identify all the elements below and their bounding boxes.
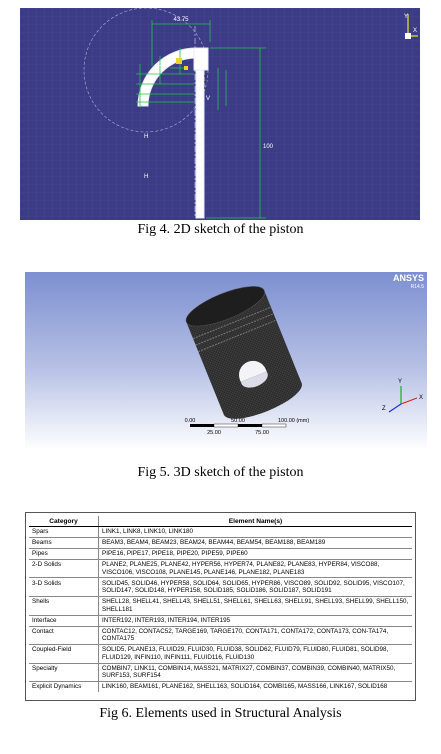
scale-label: 100.00 (mm) [278,418,310,424]
figure-6-table [25,512,416,701]
piston-mesh [181,278,306,426]
table-row [29,578,412,597]
axis-triad [382,379,423,412]
elements-table [29,516,412,692]
scale-bar [185,418,310,436]
element-names-cell: SOLID5, PLANE13, FLUID29, FLUID30, FLUID38, SOLID62, FLUID79, FLUID80, FLUID81, SOLID98, FLUID129, INFIN110, INFIN111, FLUID116, FLUID130 [99,645,413,664]
column-header-category: Category [29,516,99,527]
table-row [29,663,412,682]
scale-label: 50.00 [231,418,245,424]
table-row [29,548,412,559]
figure-5-mesh-view [25,272,427,450]
sketch-canvas [20,8,420,220]
element-names-cell: SOLID45, SOLID46, HYPER58, SOLID64, SOLID65, HYPER86, VISCO89, SOLID92, SOLID95, VISCO107, SOLID147, SOLID148, HYPER158, SOLID185, SOLID186, SOLID187, SOLID191 [99,578,413,597]
dimension-height: 100 [263,144,274,150]
sketch-marker [176,58,182,64]
category-cell: Shells [29,597,99,616]
constraint-label-v: V [206,96,211,102]
element-names-cell: PIPE16, PIPE17, PIPE18, PIPE20, PIPE59, PIPE60 [99,548,413,559]
mesh-canvas [25,272,427,450]
grid-background [20,8,420,220]
dimension-width: 43.75 [173,17,189,23]
element-names-cell: SHELL28, SHELL41, SHELL43, SHELL51, SHELL61, SHELL63, SHELL91, SHELL93, SHELL99, SHELL150, SHELL181 [99,597,413,616]
figure-6-caption: Fig 6. Elements used in Structural Analysis [99,706,342,721]
element-names-cell: CONTAC12, CONTAC52, TARGE169, TARGE170, CONTA171, CONTA172, CONTA173, CON-TA174, CONTA175 [99,626,413,645]
element-names-cell: INTER192, INTER193, INTER194, INTER195 [99,615,413,626]
figure-5-caption: Fig 5. 3D sketch of the piston [137,465,304,480]
ansys-logo-text: ANSYS [392,273,424,283]
category-cell: Pipes [29,548,99,559]
table-row [29,645,412,664]
category-cell: Interface [29,615,99,626]
constraint-label-h: H [144,134,149,140]
ansys-version: R14.5 [410,284,424,290]
element-names-cell: LINK160, BEAM161, PLANE162, SHELL163, SOLID164, COMBI165, MASS166, LINK167, SOLID168 [99,682,413,692]
table-body [29,527,412,693]
table-row [29,615,412,626]
piston-land [194,48,208,70]
element-names-cell: COMBIN7, LINK11, COMBIN14, MASS21, MATRIX27, COMBIN37, COMBIN39, COMBIN40, MATRIX50, SURF153, SURF154 [99,663,413,682]
table-row [29,626,412,645]
scale-label: 25.00 [207,430,221,436]
category-cell: Coupled-Field [29,645,99,664]
axis-label-x: X [413,28,418,34]
constraint-label-h: H [158,64,163,70]
category-cell: Specialty [29,663,99,682]
scale-label: 0.00 [184,418,196,424]
table-row [29,537,412,548]
sketch-marker [184,66,188,70]
table-header-row [29,516,412,527]
category-cell: Explicit Dynamics [29,682,99,692]
element-names-cell: BEAM3, BEAM4, BEAM23, BEAM24, BEAM44, BEAM54, BEAM188, BEAM189 [99,537,413,548]
category-cell: Spars [29,527,99,538]
column-header-elements: Element Name(s) [99,516,413,527]
element-names-cell: LINK1, LINK8, LINK10, LINK180 [99,527,413,538]
constraint-label-h: H [144,174,149,180]
axis-label-y: Y [404,14,409,20]
table-row [29,527,412,538]
figure-4-sketch [20,8,420,220]
table-row [29,597,412,616]
figure-4-caption: Fig 4. 2D sketch of the piston [137,222,304,237]
axis-label-y: Y [398,379,403,385]
table-row [29,559,412,578]
piston-skirt [196,70,204,218]
category-cell: 2-D Solids [29,559,99,578]
axis-label-z: Z [382,406,386,412]
table-row [29,682,412,692]
category-cell: Beams [29,537,99,548]
axis-label-x: X [419,395,424,401]
element-names-cell: PLANE2, PLANE25, PLANE42, HYPER56, HYPER74, PLANE82, PLANE83, HYPER84, VISCO88, VISCO106, VISCO108, PLANE145, PLANE146, PLANE182, PLANE183 [99,559,413,578]
category-cell: 3-D Solids [29,578,99,597]
scale-label: 75.00 [255,430,269,436]
category-cell: Contact [29,626,99,645]
